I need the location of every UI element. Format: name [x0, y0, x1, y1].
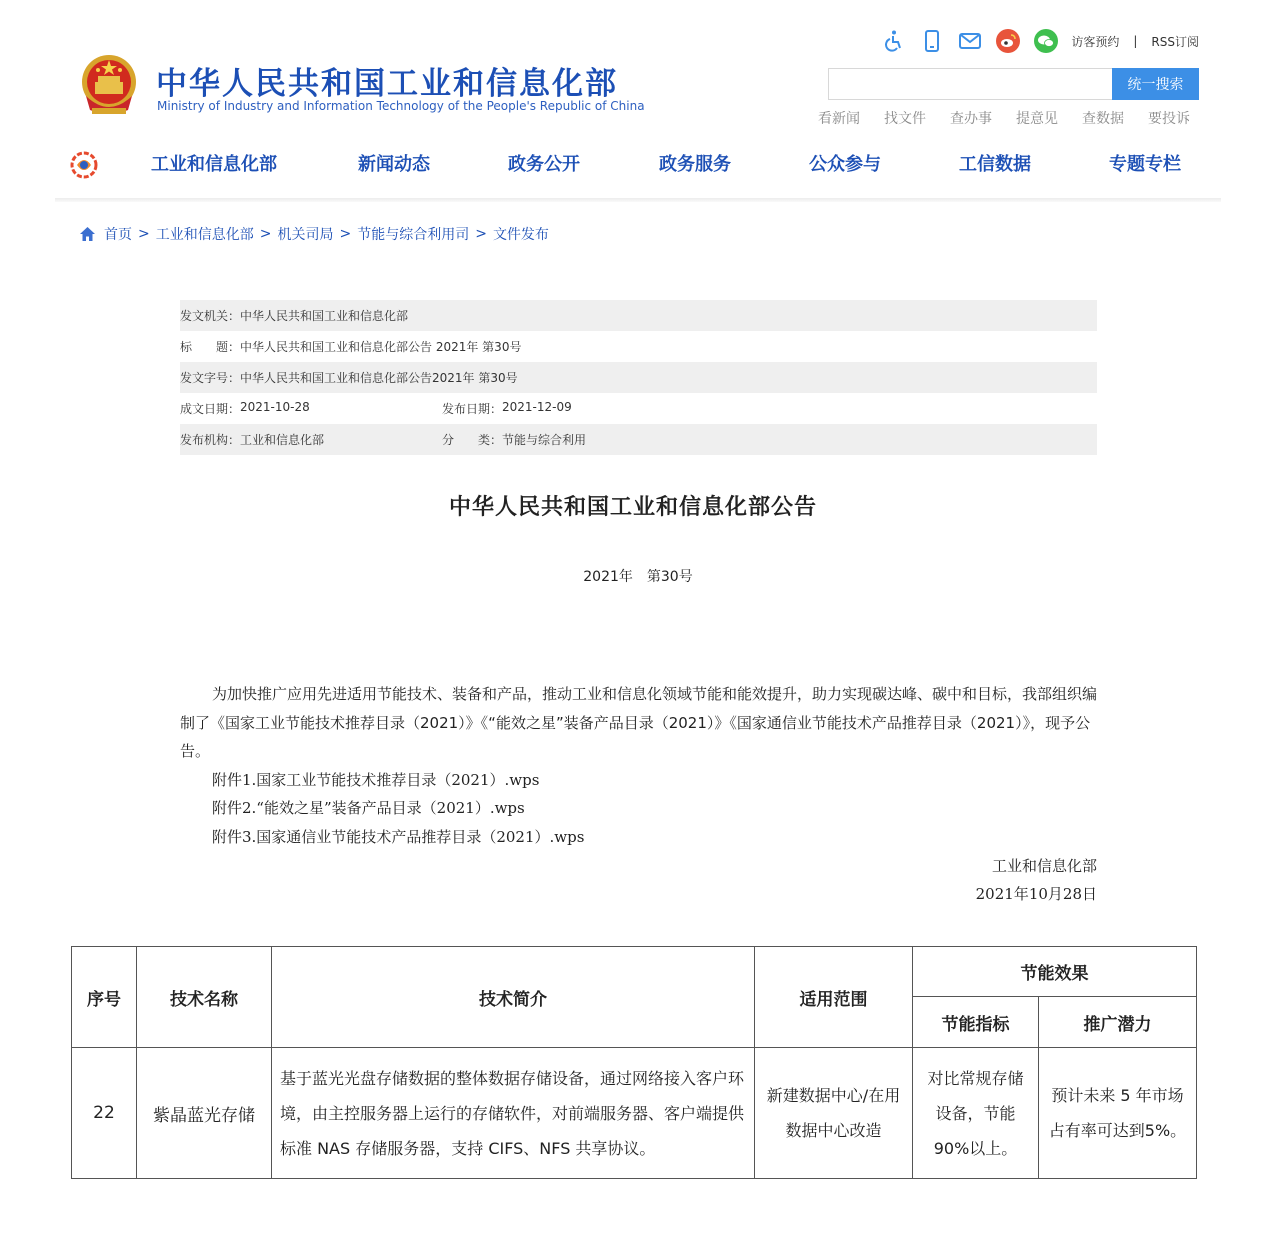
- meta-value: 工业和信息化部: [240, 433, 325, 447]
- nav-item-gov-info[interactable]: 政务公开: [508, 154, 580, 175]
- document-body: [180, 680, 1098, 851]
- cell-desc: 基于蓝光光盘存储数据的整体数据存储设备，通过网络接入客户环境，由主控服务器上运行的存储软件，对前端服务器、客户端提供标准 NAS 存储服务器，支持 CIFS、NFS 共享协议。: [272, 1048, 755, 1179]
- header-indicator: 节能指标: [913, 997, 1039, 1048]
- document-title: 中华人民共和国工业和信息化部公告: [448, 495, 817, 520]
- attachment-link-1[interactable]: 附件1.国家工业节能技术推荐目录（2021）.wps: [212, 770, 540, 789]
- cell-indicator: 对比常规存储设备，节能90%以上。: [913, 1048, 1039, 1179]
- header-effect: 节能效果: [913, 947, 1197, 997]
- meta-value: 2021-12-09: [502, 400, 572, 414]
- cell-potential: 预计未来 5 年市场占有率可达到5%。: [1039, 1048, 1197, 1179]
- meta-label: 发文机关：: [180, 309, 241, 323]
- breadcrumb-departments[interactable]: 机关司局: [277, 227, 334, 243]
- meta-label: 成文日期：: [180, 402, 241, 416]
- home-icon[interactable]: [79, 226, 96, 242]
- nav-divider: [55, 198, 1221, 202]
- document-signature: [976, 852, 1097, 908]
- mail-icon[interactable]: [957, 28, 983, 54]
- quick-link-data[interactable]: 查数据: [1082, 111, 1124, 127]
- meta-value: 2021-10-28: [240, 400, 310, 414]
- quick-link-services[interactable]: 查办事: [950, 111, 992, 127]
- meta-row-issuer: [180, 300, 1097, 331]
- quick-link-complaint[interactable]: 要投诉: [1148, 111, 1190, 127]
- meta-row-doc-no: [180, 362, 1097, 393]
- breadcrumb: [79, 224, 549, 244]
- meta-value: 中华人民共和国工业和信息化部公告 2021年 第30号: [240, 340, 522, 354]
- meta-value: 节能与综合利用: [502, 433, 587, 447]
- nav-item-news[interactable]: 新闻动态: [358, 154, 430, 175]
- weibo-icon[interactable]: [995, 28, 1021, 54]
- breadcrumb-home[interactable]: 首页: [104, 227, 132, 243]
- national-emblem-icon: [78, 52, 140, 118]
- top-separator: |: [1133, 34, 1138, 48]
- sign-date: 2021年10月28日: [975, 885, 1097, 903]
- header-index: 序号: [72, 947, 137, 1048]
- breadcrumb-miit[interactable]: 工业和信息化部: [155, 227, 254, 243]
- meta-value: 中华人民共和国工业和信息化部公告2021年 第30号: [240, 371, 518, 385]
- search-input[interactable]: [828, 68, 1113, 100]
- meta-row-dates: [180, 393, 1097, 424]
- breadcrumb-separator: >: [475, 226, 487, 242]
- accessibility-icon[interactable]: [881, 28, 907, 54]
- breadcrumb-separator: >: [259, 226, 272, 242]
- nav-item-gov-service[interactable]: 政务服务: [659, 154, 731, 175]
- meta-row-title: [180, 331, 1097, 362]
- breadcrumb-file-release[interactable]: 文件发布: [492, 227, 549, 243]
- document-number: 2021年 第30号: [583, 569, 693, 585]
- meta-label: 标 题：: [180, 340, 241, 354]
- header-scope: 适用范围: [755, 947, 913, 1048]
- nav-item-miit[interactable]: 工业和信息化部: [151, 154, 277, 175]
- breadcrumb-separator: >: [138, 226, 150, 242]
- site-subtitle: Ministry of Industry and Information Technology of the People's Republic of China: [157, 99, 645, 113]
- technology-table: [71, 946, 1197, 1179]
- table-row: [72, 1048, 1197, 1179]
- meta-value: 中华人民共和国工业和信息化部: [240, 309, 409, 323]
- meta-label: 发布日期：: [442, 402, 503, 416]
- quick-links: [818, 108, 1190, 128]
- mobile-icon[interactable]: [919, 28, 945, 54]
- signer: 工业和信息化部: [991, 857, 1097, 875]
- visitor-appointment-link[interactable]: 访客预约: [1071, 34, 1120, 49]
- meta-label: 发布机构：: [180, 433, 241, 447]
- main-nav: [0, 150, 1266, 182]
- attachment-link-2[interactable]: 附件2.“能效之星”装备产品目录（2021）.wps: [212, 799, 525, 817]
- quick-link-news[interactable]: 看新闻: [818, 111, 860, 127]
- wechat-icon[interactable]: [1033, 28, 1059, 54]
- nav-item-data[interactable]: 工信数据: [959, 154, 1031, 175]
- cell-index: 22: [72, 1048, 137, 1179]
- rss-subscribe-link[interactable]: RSS订阅: [1151, 34, 1199, 49]
- breadcrumb-energy-dept[interactable]: 节能与综合利用司: [357, 227, 470, 243]
- top-toolbar: [881, 28, 1199, 54]
- header-potential: 推广潜力: [1039, 997, 1197, 1048]
- header-name: 技术名称: [137, 947, 272, 1048]
- cell-name: 紫晶蓝光存储: [137, 1048, 272, 1179]
- cell-scope: 新建数据中心/在用数据中心改造: [755, 1048, 913, 1179]
- quick-link-feedback[interactable]: 提意见: [1016, 111, 1058, 127]
- body-paragraph: 为加快推广应用先进适用节能技术、装备和产品，推动工业和信息化领域节能和能效提升，助力实现碳达峰、碳中和目标，我部组织编制了《国家工业节能技术推荐目录（2021）》《“能效之星”装备产品目录（2021）》《国家通信业节能技术产品推荐目录（2021）》，现予公告。: [180, 685, 1098, 760]
- unified-search-button[interactable]: 统一搜索: [1112, 68, 1199, 100]
- attachment-link-3[interactable]: 附件3.国家通信业节能技术产品推荐目录（2021）.wps: [212, 827, 585, 846]
- meta-row-org: [180, 424, 1097, 455]
- header-desc: 技术简介: [272, 947, 755, 1048]
- breadcrumb-separator: >: [339, 226, 352, 242]
- nav-item-topics[interactable]: 专题专栏: [1109, 154, 1181, 175]
- meta-label: 分 类：: [442, 433, 503, 447]
- quick-link-files[interactable]: 找文件: [884, 111, 926, 127]
- site-title[interactable]: 中华人民共和国工业和信息化部: [156, 66, 618, 102]
- meta-label: 发文字号：: [180, 371, 241, 385]
- document-meta-table: [180, 300, 1097, 455]
- nav-item-participation[interactable]: 公众参与: [809, 154, 881, 175]
